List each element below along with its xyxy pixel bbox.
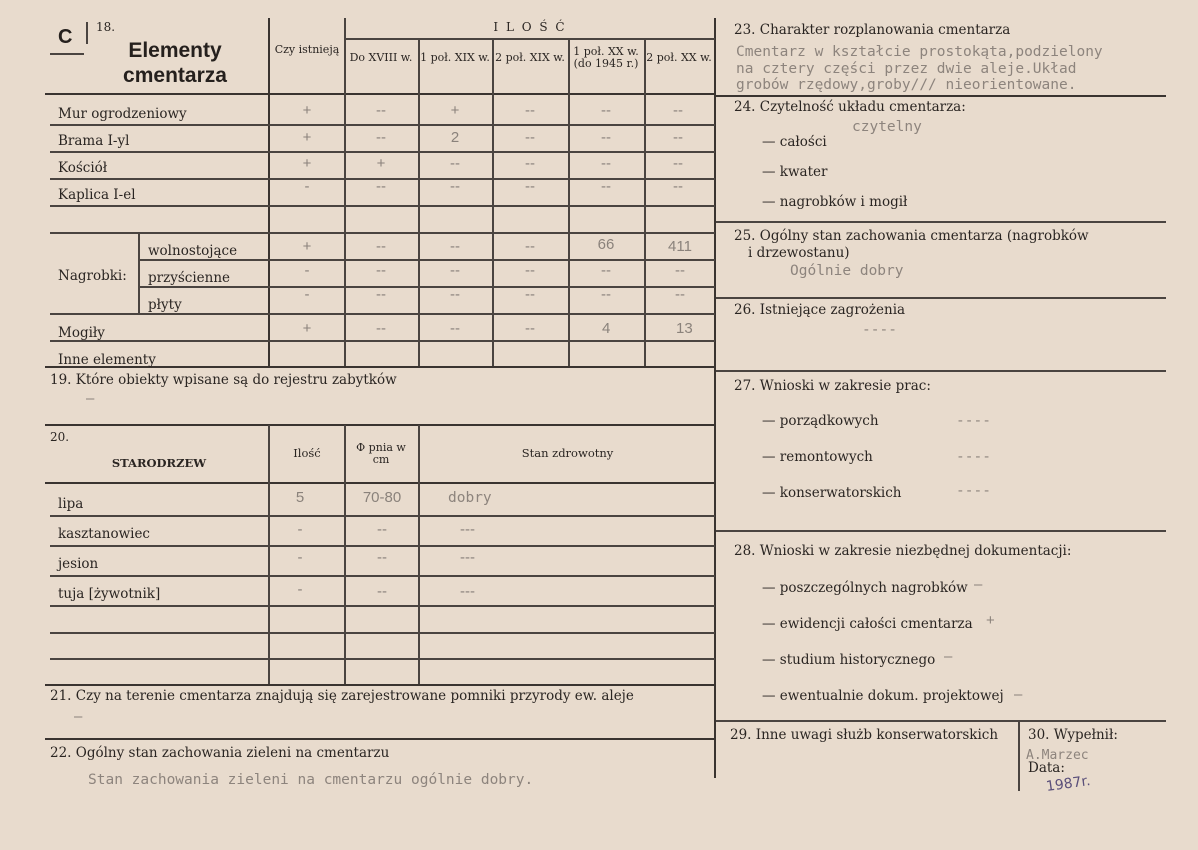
element-val: -- <box>601 155 611 172</box>
nagrobki-val: -- <box>376 286 386 303</box>
s22-label: 22. Ogólny stan zachowania zieleni na cmentarzu <box>50 745 390 761</box>
element-val: -- <box>450 155 460 172</box>
inne-elementy-label: Inne elementy <box>58 352 156 368</box>
nagrobki-val: -- <box>450 262 460 279</box>
s24-item: — całości <box>762 134 827 150</box>
s27-label: 27. Wnioski w zakresie prac: <box>734 378 931 394</box>
row-line <box>140 259 715 261</box>
center-divider <box>714 18 716 778</box>
s28-label: 28. Wnioski w zakresie niezbędnej dokumentacji: <box>734 543 1072 559</box>
s23-line-1: Cmentarz w kształcie prostokąta,podzielony <box>736 44 1103 60</box>
element-val: -- <box>376 178 386 195</box>
nagrobki-type: wolnostojące <box>148 243 238 259</box>
row-line <box>50 340 715 342</box>
element-czy: + <box>302 102 312 119</box>
period-header-1: 1 poł. XIX w. <box>420 51 490 64</box>
s20-title: STARODRZEW <box>111 456 207 470</box>
s21-bottom-line <box>45 738 715 740</box>
nagrobki-czy: + <box>302 238 312 255</box>
s29-label: 29. Inne uwagi służb konserwatorskich <box>730 727 999 743</box>
s20-header-bottom <box>45 482 715 484</box>
element-label: Brama I-yl <box>58 133 130 149</box>
tree-ilosc: - <box>297 581 303 598</box>
s18-title-1: Elementy <box>128 39 222 62</box>
mogily-czy: + <box>302 320 312 337</box>
section-letter-underline <box>50 53 84 55</box>
s24-item: — nagrobków i mogił <box>762 194 908 210</box>
s20-col-2 <box>344 425 346 685</box>
s24-bottom-line <box>716 221 1166 223</box>
nagrobki-val: -- <box>675 286 685 303</box>
period-header-3: 1 poł. XX w. (do 1945 r.) <box>573 45 639 70</box>
s25-label-1: 25. Ogólny stan zachowania cmentarza (nagrobków <box>734 228 1089 244</box>
s19-value: – <box>86 390 95 407</box>
tree-row-line <box>50 545 715 547</box>
s20-pnia-header: Φ pnia w cm <box>356 441 406 466</box>
s28-value: – <box>974 576 983 593</box>
row-line <box>50 205 715 207</box>
element-val: -- <box>525 178 535 195</box>
element-val: 2 <box>450 129 460 146</box>
s20-bottom-line <box>45 684 715 686</box>
nagrobki-divider <box>138 232 140 313</box>
tree-stan: --- <box>460 583 475 600</box>
tree-row-line <box>50 515 715 517</box>
nagrobki-val: -- <box>450 238 460 255</box>
s26-value: ---- <box>862 322 897 338</box>
tree-pien: -- <box>377 583 387 600</box>
element-val: -- <box>673 178 683 195</box>
section-letter-bar <box>86 22 88 44</box>
element-val: -- <box>601 178 611 195</box>
s25-bottom-line <box>716 297 1166 299</box>
tree-row-line <box>50 632 715 634</box>
tree-ilosc: 5 <box>295 489 305 506</box>
s28-value: – <box>944 648 953 665</box>
mogily-val: -- <box>376 320 386 337</box>
tree-name: tuja [żywotnik] <box>58 586 161 602</box>
element-czy: + <box>302 129 312 146</box>
element-label: Kaplica I-el <box>58 187 136 203</box>
col-period-5 <box>644 38 646 366</box>
nagrobki-val: -- <box>450 286 460 303</box>
period-header-0: Do XVIII w. <box>349 51 413 64</box>
nagrobki-val: 411 <box>668 238 692 255</box>
s27-item: — porządkowych <box>762 413 879 429</box>
tree-pien: -- <box>377 549 387 566</box>
mogily-val: 4 <box>602 320 611 337</box>
s28-item: — ewentualnie dokum. projektowej <box>762 688 1004 704</box>
element-val: -- <box>376 129 386 146</box>
element-val: -- <box>525 102 535 119</box>
tree-pien: -- <box>377 521 387 538</box>
s19-bottom-line <box>45 424 715 426</box>
s26-bottom-line <box>716 370 1166 372</box>
s28-value: + <box>986 612 995 629</box>
nagrobki-val: -- <box>525 262 535 279</box>
s23-line-3: grobów rzędowy,groby/// nieorientowane. <box>736 77 1077 93</box>
s30-name: A.Marzec <box>1026 748 1089 763</box>
element-val: -- <box>525 155 535 172</box>
s30-date: 1987r. <box>1045 772 1092 796</box>
col-czy-header: Czy istnieją <box>274 43 340 56</box>
nagrobki-val: -- <box>525 238 535 255</box>
nagrobki-val: -- <box>601 286 611 303</box>
nagrobki-val: -- <box>525 286 535 303</box>
row-line <box>50 124 715 126</box>
element-val: -- <box>673 102 683 119</box>
mogily-label: Mogiły <box>58 325 105 341</box>
nagrobki-val: 66 <box>597 236 615 253</box>
nagrobki-czy: - <box>304 262 310 279</box>
s24-item: — kwater <box>762 164 828 180</box>
s24-value: czytelny <box>852 119 922 135</box>
mogily-val: 13 <box>676 320 693 337</box>
element-val: -- <box>601 129 611 146</box>
s28-item: — studium historycznego <box>762 652 936 668</box>
tree-stan: --- <box>460 549 475 566</box>
s21-label: 21. Czy na terenie cmentarza znajdują się zarejestrowane pomniki przyrody ew. aleje <box>50 688 634 704</box>
s27-value: ---- <box>956 483 991 499</box>
nagrobki-czy: - <box>304 286 310 303</box>
nagrobki-val: -- <box>376 238 386 255</box>
nagrobki-val: -- <box>675 262 685 279</box>
s25-label-2: i drzewostanu) <box>748 245 850 261</box>
row-line <box>50 151 715 153</box>
s20-ilosc-header: Ilość <box>293 446 321 460</box>
element-val: -- <box>525 129 535 146</box>
tree-name: jesion <box>58 556 99 572</box>
nagrobki-val: -- <box>601 262 611 279</box>
tree-name: kasztanowiec <box>58 526 150 542</box>
mogily-val: -- <box>450 320 460 337</box>
nagrobki-val: -- <box>376 262 386 279</box>
col-period-3 <box>492 38 494 366</box>
s27-value: ---- <box>956 413 991 429</box>
row-line <box>50 313 715 315</box>
s26-label: 26. Istniejące zagrożenia <box>734 302 906 318</box>
period-header-4: 2 poł. XX w. <box>646 51 712 64</box>
s30-data: Data: <box>1028 760 1065 776</box>
col-period-4 <box>568 38 570 366</box>
s21-value: – <box>74 708 83 725</box>
s22-value: Stan zachowania zieleni na cmentarzu ogólnie dobry. <box>88 772 534 788</box>
row-line <box>50 232 715 234</box>
s20-number: 20. <box>50 430 70 444</box>
section-letter: C <box>58 26 73 48</box>
tree-stan: dobry <box>448 490 492 506</box>
tree-row-line <box>50 575 715 577</box>
nagrobki-type: płyty <box>148 297 182 313</box>
tree-ilosc: - <box>297 521 303 538</box>
element-val: + <box>450 102 460 119</box>
ilosc-line <box>345 38 715 40</box>
tree-pien: 70-80 <box>362 489 402 506</box>
mogily-val: -- <box>525 320 535 337</box>
element-val: -- <box>673 129 683 146</box>
s18-title-2: cmentarza <box>123 64 227 87</box>
col-period-2 <box>418 38 420 366</box>
s25-value: Ogólnie dobry <box>790 263 904 279</box>
s18-number: 18. <box>96 20 116 34</box>
s28-bottom-line <box>716 720 1166 722</box>
s23-bottom-line <box>716 95 1166 97</box>
s27-value: ---- <box>956 449 991 465</box>
tree-ilosc: - <box>297 549 303 566</box>
element-val: -- <box>673 155 683 172</box>
s23-line-2: na cztery części przez dwie aleje.Układ <box>736 61 1077 77</box>
nagrobki-label: Nagrobki: <box>58 268 127 284</box>
s28-item: — poszczególnych nagrobków <box>762 580 968 596</box>
period-header-2: 2 poł. XIX w. <box>495 51 565 64</box>
s28-item: — ewidencji całości cmentarza <box>762 616 973 632</box>
ilosc-header: I L O Ś Ć <box>493 20 567 34</box>
s23-label: 23. Charakter rozplanowania cmentarza <box>734 22 1011 38</box>
s29-s30-divider <box>1018 721 1020 791</box>
s28-value: – <box>1014 686 1023 703</box>
s30-label: 30. Wypełnił: <box>1028 727 1118 743</box>
s20-stan-header: Stan zdrowotny <box>521 446 614 460</box>
s20-col-3 <box>418 425 420 685</box>
tree-row-line <box>50 658 715 660</box>
element-val: + <box>376 155 386 172</box>
s27-item: — konserwatorskich <box>762 485 902 501</box>
tree-row-line <box>50 605 715 607</box>
element-czy: + <box>302 155 312 172</box>
element-czy: - <box>304 178 310 195</box>
tree-name: lipa <box>58 496 84 512</box>
s24-label: 24. Czytelność układu cmentarza: <box>734 99 966 115</box>
s27-item: — remontowych <box>762 449 873 465</box>
tree-stan: --- <box>460 521 475 538</box>
element-val: -- <box>450 178 460 195</box>
element-val: -- <box>376 102 386 119</box>
s19-label: 19. Które obiekty wpisane są do rejestru zabytków <box>50 372 397 388</box>
header-bottom-line <box>45 93 715 95</box>
element-label: Mur ogrodzeniowy <box>58 106 187 122</box>
element-val: -- <box>601 102 611 119</box>
nagrobki-type: przyścienne <box>148 270 231 286</box>
s27-bottom-line <box>716 530 1166 532</box>
element-label: Kościół <box>58 160 108 176</box>
